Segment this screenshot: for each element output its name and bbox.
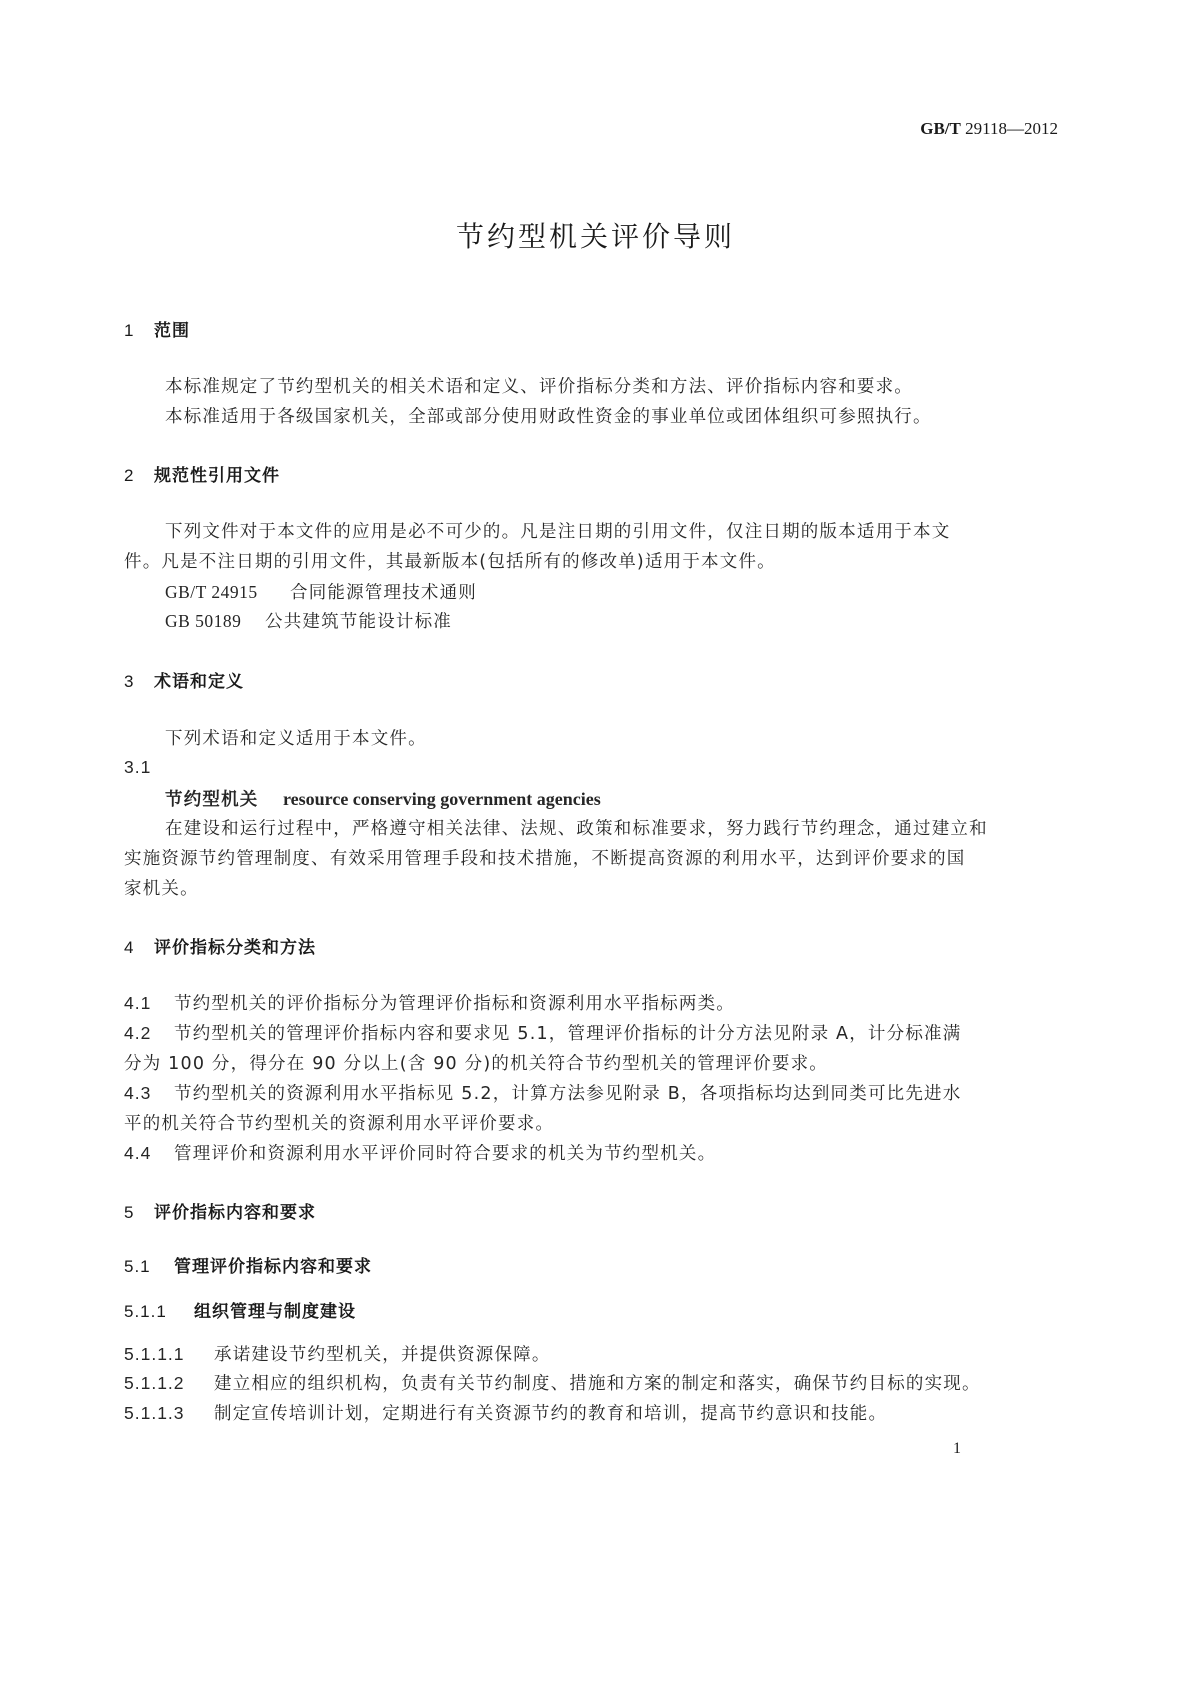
section-title: 规范性引用文件 — [154, 466, 280, 486]
normative-reference — [165, 608, 452, 633]
reference-code: GB/T 24915 — [165, 582, 258, 602]
clause-number: 4.4 — [124, 1143, 152, 1163]
paragraph: 本标准适用于各级国家机关，全部或部分使用财政性资金的事业单位或团体组织可参照执行。 — [165, 407, 932, 427]
section-number: 1 — [124, 321, 135, 340]
clause-text: 管理评价和资源利用水平评价同时符合要求的机关为节约型机关。 — [174, 1144, 717, 1164]
subsection-5-1-heading — [124, 1252, 372, 1277]
term-entry — [165, 786, 601, 811]
clause-5-1-1-1 — [124, 1341, 551, 1366]
reference-title: 合同能源管理技术通则 — [290, 583, 477, 603]
clause-number: 5.1.1.1 — [124, 1344, 185, 1364]
subsection-title: 管理评价指标内容和要求 — [174, 1257, 372, 1277]
clause-number: 5.1.1.3 — [124, 1403, 185, 1423]
section-number: 4 — [124, 938, 135, 957]
clause-4-3 — [124, 1080, 961, 1105]
paragraph: 下列文件对于本文件的应用是必不可少的。凡是注日期的引用文件，仅注日期的版本适用于本文 — [165, 522, 951, 542]
reference-code: GB 50189 — [165, 611, 242, 631]
subsection-number: 5.1 — [124, 1257, 151, 1276]
clause-number: 4.3 — [124, 1083, 152, 1103]
section-2-heading — [124, 461, 280, 486]
clause-text: 承诺建设节约型机关，并提供资源保障。 — [214, 1345, 551, 1365]
clause-number: 4.2 — [124, 1023, 152, 1043]
term-definition: 在建设和运行过程中，严格遵守相关法律、法规、政策和标准要求，努力践行节约理念，通过建立和 — [165, 819, 988, 839]
section-title: 范围 — [154, 321, 190, 341]
clause-5-1-1-2 — [124, 1370, 981, 1395]
paragraph: 本标准规定了节约型机关的相关术语和定义、评价指标分类和方法、评价指标内容和要求。 — [165, 377, 913, 397]
section-5-heading — [124, 1198, 316, 1223]
clause-text: 节约型机关的管理评价指标内容和要求见 5.1，管理评价指标的计分方法见附录 A，计分标准满 — [174, 1024, 962, 1044]
term-english: resource conserving government agencies — [283, 789, 601, 809]
clause-number: 5.1.1.2 — [124, 1373, 185, 1393]
page-number: 1 — [953, 1440, 961, 1457]
section-number: 3 — [124, 672, 135, 691]
term-chinese: 节约型机关 — [165, 790, 259, 810]
normative-reference — [165, 579, 477, 604]
subsection-title: 组织管理与制度建设 — [194, 1302, 356, 1322]
section-4-heading — [124, 933, 316, 958]
paragraph: 件。凡是不注日期的引用文件，其最新版本(包括所有的修改单)适用于本文件。 — [124, 552, 776, 572]
clause-text: 分为 100 分，得分在 90 分以上(含 90 分)的机关符合节约型机关的管理评价要求。 — [124, 1054, 828, 1074]
term-definition: 家机关。 — [124, 879, 199, 899]
standard-prefix: GB/T — [920, 119, 961, 138]
clause-text: 平的机关符合节约型机关的资源利用水平评价要求。 — [124, 1114, 555, 1134]
clause-5-1-1-3 — [124, 1400, 887, 1425]
term-definition: 实施资源节约管理制度、有效采用管理手段和技术措施，不断提高资源的利用水平，达到评价要求的国 — [124, 849, 966, 869]
document-title: 节约型机关评价导则 — [455, 220, 735, 253]
subsection-5-1-1-heading — [124, 1297, 356, 1322]
clause-4-4 — [124, 1140, 716, 1165]
section-number: 2 — [124, 466, 135, 485]
term-number: 3.1 — [124, 757, 152, 777]
standard-code — [920, 119, 1058, 139]
section-number: 5 — [124, 1203, 135, 1222]
section-1-heading — [124, 316, 190, 341]
clause-text: 节约型机关的评价指标分为管理评价指标和资源利用水平指标两类。 — [174, 994, 735, 1014]
paragraph: 下列术语和定义适用于本文件。 — [165, 729, 427, 749]
clause-4-2 — [124, 1020, 961, 1045]
clause-number: 4.1 — [124, 993, 152, 1013]
section-title: 评价指标内容和要求 — [154, 1203, 316, 1223]
section-title: 术语和定义 — [154, 672, 244, 692]
section-3-heading — [124, 667, 244, 692]
clause-text: 节约型机关的资源利用水平指标见 5.2，计算方法参见附录 B，各项指标均达到同类可比先进水 — [174, 1084, 962, 1104]
clause-text: 制定宣传培训计划，定期进行有关资源节约的教育和培训，提高节约意识和技能。 — [214, 1404, 888, 1424]
standard-number: 29118—2012 — [965, 119, 1058, 138]
clause-text: 建立相应的组织机构，负责有关节约制度、措施和方案的制定和落实，确保节约目标的实现。 — [214, 1374, 981, 1394]
section-title: 评价指标分类和方法 — [154, 938, 316, 958]
reference-title: 公共建筑节能设计标准 — [265, 612, 452, 632]
clause-4-1 — [124, 990, 735, 1015]
subsection-number: 5.1.1 — [124, 1302, 167, 1321]
